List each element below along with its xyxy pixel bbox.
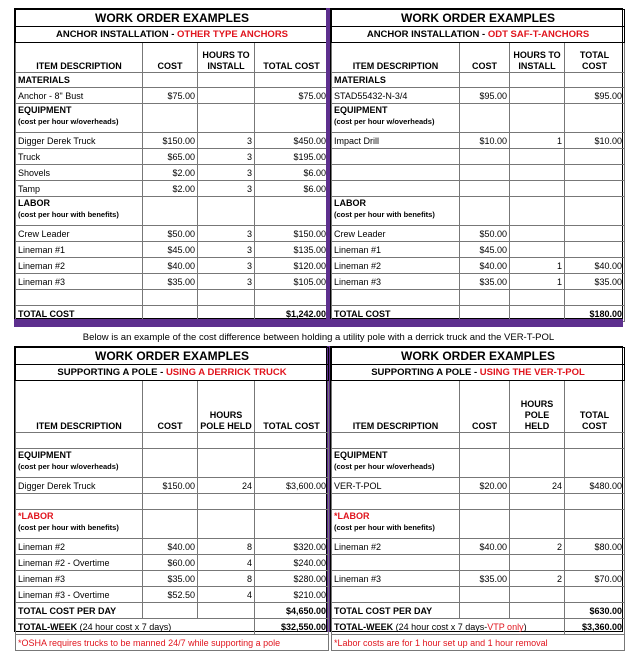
panel-title: WORK ORDER EXAMPLES: [332, 10, 625, 27]
col-header-item: ITEM DESCRIPTION: [16, 381, 143, 433]
horizontal-divider: [14, 319, 623, 327]
section-equipment: EQUIPMENT (cost per hour w/overheads): [332, 104, 460, 133]
table-row: Lineman #2 $40.00 1 $40.00: [332, 258, 625, 274]
panel-bottom-right: [330, 346, 623, 648]
footnote: *Labor costs are for 1 hour set up and 1 hour removal: [332, 635, 625, 651]
table-row: Digger Derek Truck $150.00 3 $450.00: [16, 133, 329, 149]
anchor-odt-table: [331, 9, 625, 322]
table-row: [332, 181, 625, 197]
panel-bottom-left: [14, 346, 327, 648]
table-row: Digger Derek Truck $150.00 24 $3,600.00: [16, 478, 329, 494]
table-row: Anchor - 8" Bust $75.00 $75.00: [16, 88, 329, 104]
total-per-day-row: TOTAL COST PER DAY $4,650.00: [16, 603, 329, 619]
panel-title: WORK ORDER EXAMPLES: [16, 10, 329, 27]
panel-top-left: [14, 8, 327, 319]
total-week-row: TOTAL-WEEK (24 hour cost x 7 days) $32,550.00: [16, 619, 329, 635]
col-header-cost: COST: [460, 43, 510, 73]
table-row: Lineman #1 $45.00: [332, 242, 625, 258]
table-row: Lineman #3 $35.00 8 $280.00: [16, 571, 329, 587]
table-row: Impact Drill $10.00 1 $10.00: [332, 133, 625, 149]
section-labor: LABOR (cost per hour with benefits): [16, 197, 143, 226]
table-row: Crew Leader $50.00 3 $150.00: [16, 226, 329, 242]
panel-top-right: [330, 8, 623, 319]
panel-title: WORK ORDER EXAMPLES: [332, 348, 625, 365]
table-row: STAD55432-N-3/4 $95.00 $95.00: [332, 88, 625, 104]
table-row: Lineman #3 $35.00 3 $105.00: [16, 274, 329, 290]
section-materials: MATERIALS: [16, 73, 143, 88]
table-row: Tamp $2.00 3 $6.00: [16, 181, 329, 197]
vertical-divider-top: [326, 8, 330, 319]
table-row: [332, 587, 625, 603]
section-labor: LABOR (cost per hour with benefits): [332, 197, 460, 226]
total-per-day-row: TOTAL COST PER DAY $630.00: [332, 603, 625, 619]
table-row: Lineman #2 $40.00 2 $80.00: [332, 539, 625, 555]
col-header-total: TOTAL COST: [565, 381, 625, 433]
section-labor: *LABOR (cost per hour with benefits): [16, 510, 143, 539]
panel-subtitle: SUPPORTING A POLE - USING THE VER-T-POL: [332, 365, 625, 381]
panel-title: WORK ORDER EXAMPLES: [16, 348, 329, 365]
col-header-cost: COST: [460, 381, 510, 433]
table-row: Lineman #2 $40.00 3 $120.00: [16, 258, 329, 274]
footnote: *OSHA requires trucks to be manned 24/7 while supporting a pole: [16, 635, 329, 651]
anchor-other-table: [15, 9, 329, 322]
table-row: Lineman #2 - Overtime $60.00 4 $240.00: [16, 555, 329, 571]
table-row: [332, 555, 625, 571]
col-header-total: TOTAL COST: [565, 43, 625, 73]
table-row: Lineman #2 $40.00 8 $320.00: [16, 539, 329, 555]
col-header-total: TOTAL COST: [255, 43, 329, 73]
table-row: Shovels $2.00 3 $6.00: [16, 165, 329, 181]
panel-subtitle: SUPPORTING A POLE - USING A DERRICK TRUCK: [16, 365, 329, 381]
col-header-item: ITEM DESCRIPTION: [332, 381, 460, 433]
section-materials: MATERIALS: [332, 73, 460, 88]
col-header-cost: COST: [143, 43, 198, 73]
section-equipment: EQUIPMENT (cost per hour w/overheads): [16, 104, 143, 133]
table-row: Crew Leader $50.00: [332, 226, 625, 242]
col-header-hours: HOURS TO INSTALL: [198, 43, 255, 73]
table-row: VER-T-POL $20.00 24 $480.00: [332, 478, 625, 494]
col-header-item: ITEM DESCRIPTION: [332, 43, 460, 73]
col-header-item: ITEM DESCRIPTION: [16, 43, 143, 73]
section-equipment: EQUIPMENT (cost per hour w/overheads): [16, 449, 143, 478]
derrick-truck-table: [15, 347, 329, 651]
table-row: Lineman #3 $35.00 1 $35.00: [332, 274, 625, 290]
table-row: [332, 165, 625, 181]
table-row: Truck $65.00 3 $195.00: [16, 149, 329, 165]
total-week-row: TOTAL-WEEK (24 hour cost x 7 days-VTP only) $3,360.00: [332, 619, 625, 635]
col-header-hours: HOURS TO INSTALL: [510, 43, 565, 73]
panel-subtitle: ANCHOR INSTALLATION - ODT SAF-T-ANCHORS: [332, 27, 625, 43]
ver-t-pol-table: [331, 347, 625, 651]
section-equipment: EQUIPMENT (cost per hour w/overheads): [332, 449, 460, 478]
col-header-total: TOTAL COST: [255, 381, 329, 433]
col-header-hours: HOURS POLE HELD: [510, 381, 565, 433]
table-row: [332, 149, 625, 165]
col-header-hours: HOURS POLE HELD: [198, 381, 255, 433]
total-row: TOTAL COST $1,242.00: [16, 306, 329, 322]
table-row: Lineman #1 $45.00 3 $135.00: [16, 242, 329, 258]
table-row: Lineman #3 $35.00 2 $70.00: [332, 571, 625, 587]
col-header-cost: COST: [143, 381, 198, 433]
total-row: TOTAL COST $180.00: [332, 306, 625, 322]
section-labor: *LABOR (cost per hour with benefits): [332, 510, 460, 539]
comparison-note: Below is an example of the cost difference between holding a utility pole with a derrick truck and the VER-T-POL: [82, 332, 555, 343]
panel-subtitle: ANCHOR INSTALLATION - OTHER TYPE ANCHORS: [16, 27, 329, 43]
table-row: Lineman #3 - Overtime $52.50 4 $210.00: [16, 587, 329, 603]
